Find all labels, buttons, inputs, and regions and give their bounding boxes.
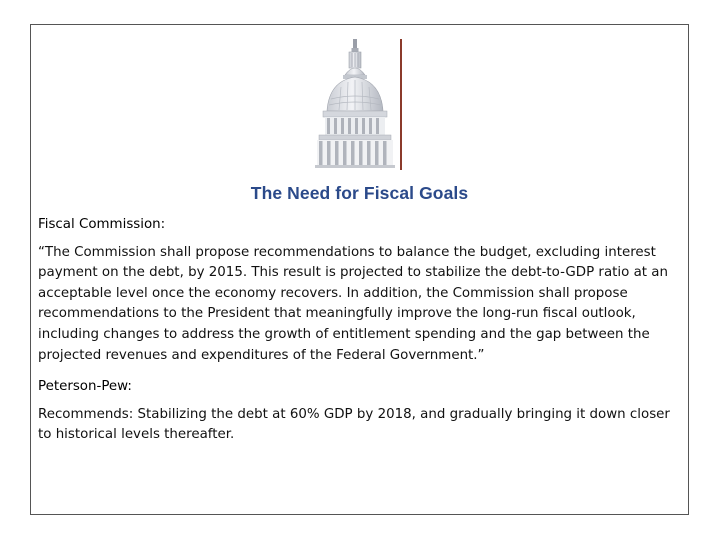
slide-frame — [30, 24, 689, 515]
peterson-pew-recommendation: Recommends: Stabilizing the debt at 60% GDP by 2018, and gradually bringing it down closer to historical levels thereafter. — [38, 406, 670, 443]
peterson-pew-label: Peterson-Pew: — [38, 379, 132, 395]
fiscal-commission-label: Fiscal Commission: — [38, 217, 166, 232]
fiscal-commission-quote: “The Commission shall propose recommendations to balance the budget, excluding interest payment on the debt, by 2015. This result is projected to stabilize the debt-to-GDP ratio at an acceptable level once the economy recovers. In addition, the Commission shall propose recommendations to the President that meaningfully improve the long-run fiscal outlook, including changes to address the growth of entitlement spending and the gap between the projected revenues and expenditures of the Federal Government.” — [38, 244, 668, 363]
slide-title: The Need for Fiscal Goals — [250, 183, 469, 203]
capitol-dome-icon — [309, 37, 403, 169]
capitol-divider-line — [400, 39, 402, 170]
slide-body — [38, 215, 683, 446]
